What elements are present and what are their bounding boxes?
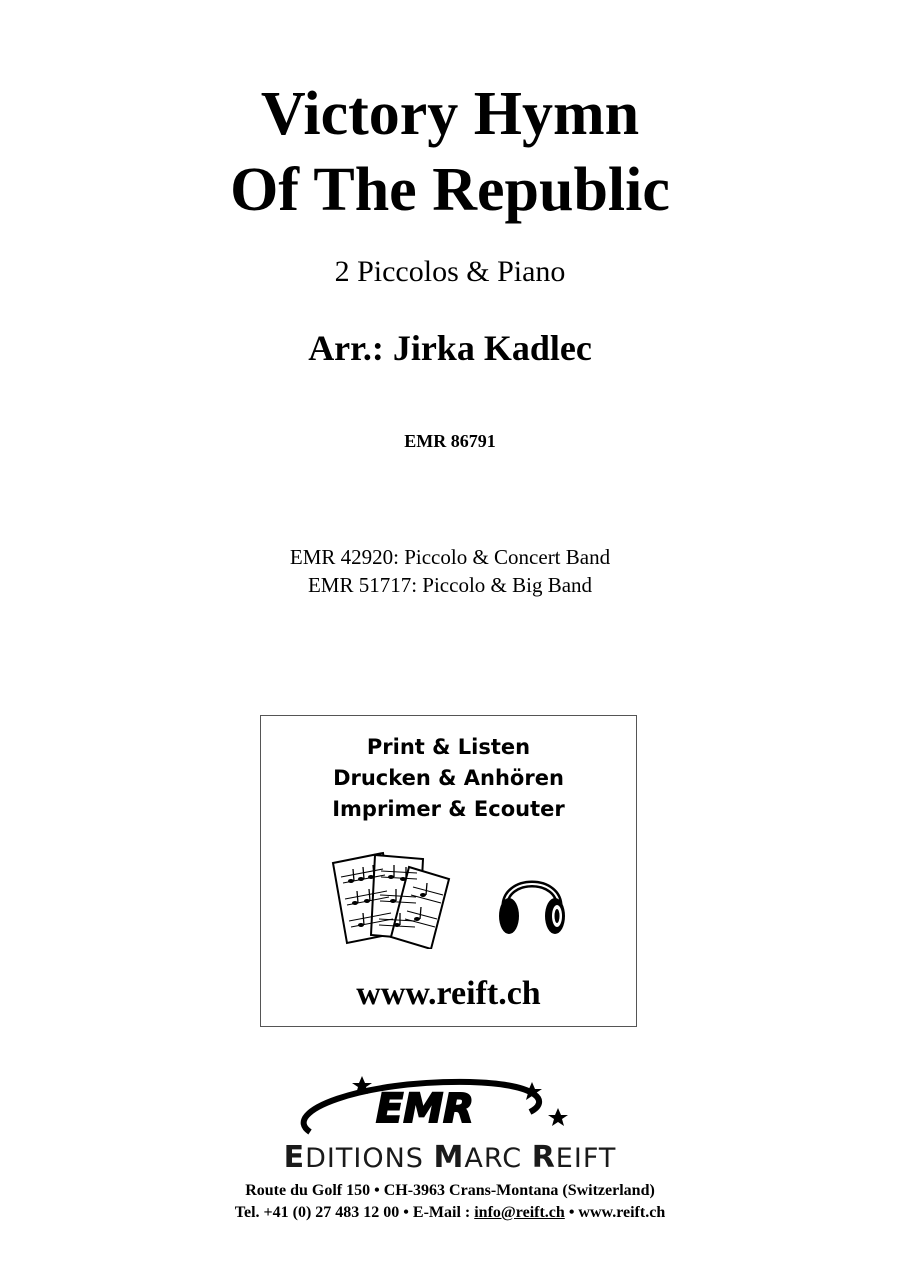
promo-website-link[interactable]: www.reift.ch <box>356 975 541 1012</box>
title <box>0 76 900 228</box>
contact-prefix: Tel. +41 (0) 27 483 12 00 • E-Mail : <box>234 1204 475 1221</box>
publisher-word-arc: ARC <box>464 1143 532 1174</box>
promo-line-french: Imprimer & Ecouter <box>332 797 565 821</box>
promo-line-german: Drucken & Anhören <box>333 766 564 790</box>
email-link[interactable]: info@reift.ch <box>474 1204 565 1221</box>
print-and-listen-box <box>260 715 637 1027</box>
publisher-contact <box>0 1180 900 1224</box>
title-line-2: Of The Republic <box>230 156 670 224</box>
arranger: Arr.: Jirka Kadlec <box>308 328 592 368</box>
emr-logo <box>240 1072 660 1144</box>
publisher-word-eift: EIFT <box>555 1143 617 1174</box>
sheet-music-icon <box>331 849 471 949</box>
publisher-initial-m: M <box>433 1140 465 1175</box>
promo-lines <box>261 732 636 825</box>
publisher-name <box>0 1142 900 1175</box>
instrumentation: 2 Piccolos & Piano <box>334 255 566 288</box>
svg-text:EMR: EMR <box>376 1086 474 1132</box>
publisher-initial-e: E <box>283 1140 306 1175</box>
catalog-number: EMR 86791 <box>404 431 496 451</box>
headphones-icon <box>497 862 567 942</box>
publisher-word-ditions: DITIONS <box>305 1143 434 1174</box>
promo-line-english: Print & Listen <box>366 735 531 759</box>
publisher-address: Route du Golf 150 • CH-3963 Crans-Montana (Switzerland) <box>245 1182 655 1199</box>
related-edition-1: EMR 42920: Piccolo & Concert Band <box>289 545 611 569</box>
publisher-initial-r: R <box>531 1140 556 1175</box>
contact-suffix: • www.reift.ch <box>564 1204 666 1221</box>
title-line-1: Victory Hymn <box>260 80 640 148</box>
related-editions <box>0 543 900 599</box>
publisher-contact-line <box>0 1202 900 1224</box>
related-edition-2: EMR 51717: Piccolo & Big Band <box>307 573 593 597</box>
